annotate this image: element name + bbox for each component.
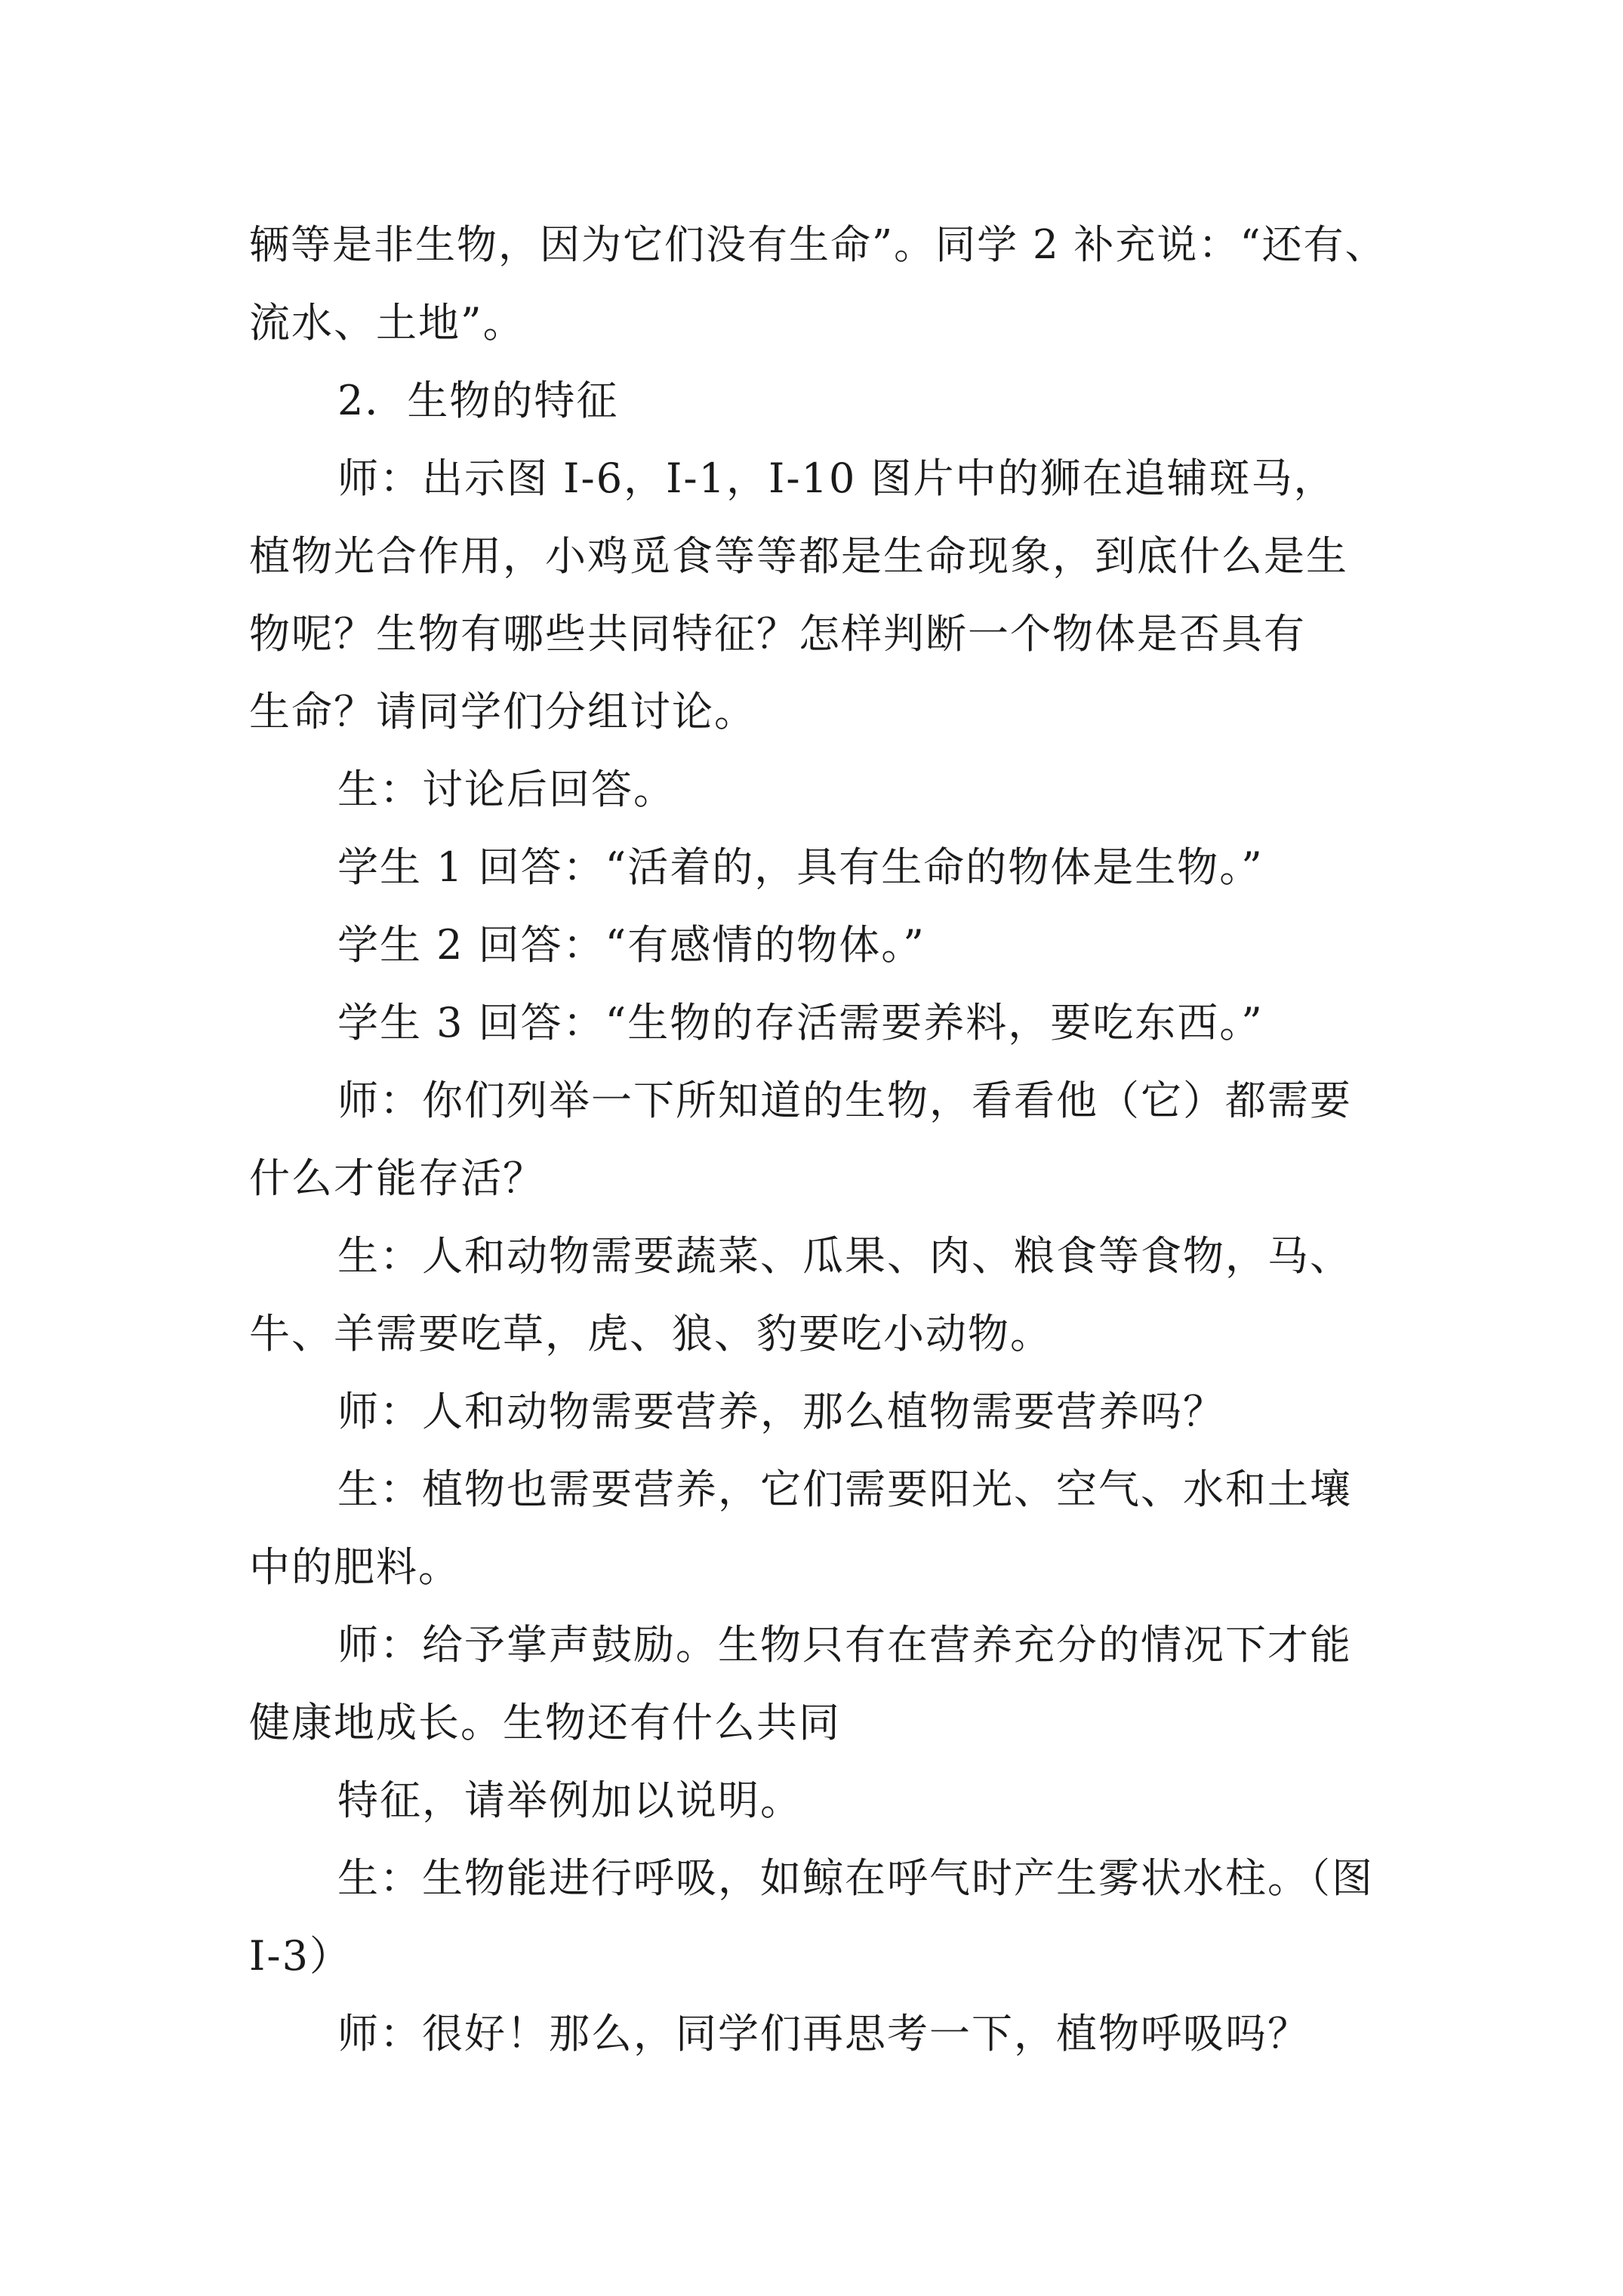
text-line: 师：你们列举一下所知道的生物，看看他（它）都需要 xyxy=(337,1077,1352,1124)
text-line: 师：出示图 I-6，I-1，I-10 图片中的狮在追辅斑马， xyxy=(337,455,1336,502)
text-line: 中的肥料。 xyxy=(249,1543,460,1591)
text-line: 生：植物也需要营养，它们需要阳光、空气、水和土壤 xyxy=(337,1465,1352,1513)
text-line: 生：人和动物需要蔬菜、瓜果、肉、粮食等食物，马、 xyxy=(337,1232,1352,1280)
text-line: 师：人和动物需要营养，那么植物需要营养吗？ xyxy=(337,1388,1225,1435)
text-line: 物呢？生物有哪些共同特征？怎样判断一个物体是否具有 xyxy=(249,610,1306,658)
text-line: 学生 3 回答：“生物的存活需要养料，要吃东西。” xyxy=(337,999,1264,1046)
text-line: 特征，请举例加以说明。 xyxy=(337,1777,802,1824)
section-heading: 2．生物的特征 xyxy=(337,377,619,424)
text-line: 师：给予掌声鼓励。生物只有在营养充分的情况下才能 xyxy=(337,1621,1352,1669)
text-line: 生：生物能进行呼吸，如鲸在呼气时产生雾状水柱。（图 xyxy=(337,1854,1374,1902)
text-line: 植物光合作用，小鸡觅食等等都是生命现象，到底什么是生 xyxy=(249,532,1348,580)
text-line: 流水、土地”。 xyxy=(249,299,525,347)
text-line: 师：很好！那么，同学们再思考一下，植物呼吸吗？ xyxy=(337,2010,1310,2057)
text-line: 牛、羊需要吃草，虎、狼、豹要吃小动物。 xyxy=(249,1310,1052,1358)
text-line: 健康地成长。生物还有什么共同 xyxy=(249,1699,841,1746)
text-line: 辆等是非生物，因为它们没有生命”。同学 2 补充说：“还有、 xyxy=(249,222,1387,268)
text-line: 生命？请同学们分组讨论。 xyxy=(249,688,756,735)
text-line: 学生 1 回答：“活着的，具有生命的物体是生物。” xyxy=(337,843,1264,891)
text-line: 学生 2 回答：“有感情的物体。” xyxy=(337,921,925,969)
text-line: 生：讨论后回答。 xyxy=(337,766,676,813)
text-line: I-3） xyxy=(249,1932,352,1980)
text-line: 什么才能存活？ xyxy=(249,1154,545,1202)
